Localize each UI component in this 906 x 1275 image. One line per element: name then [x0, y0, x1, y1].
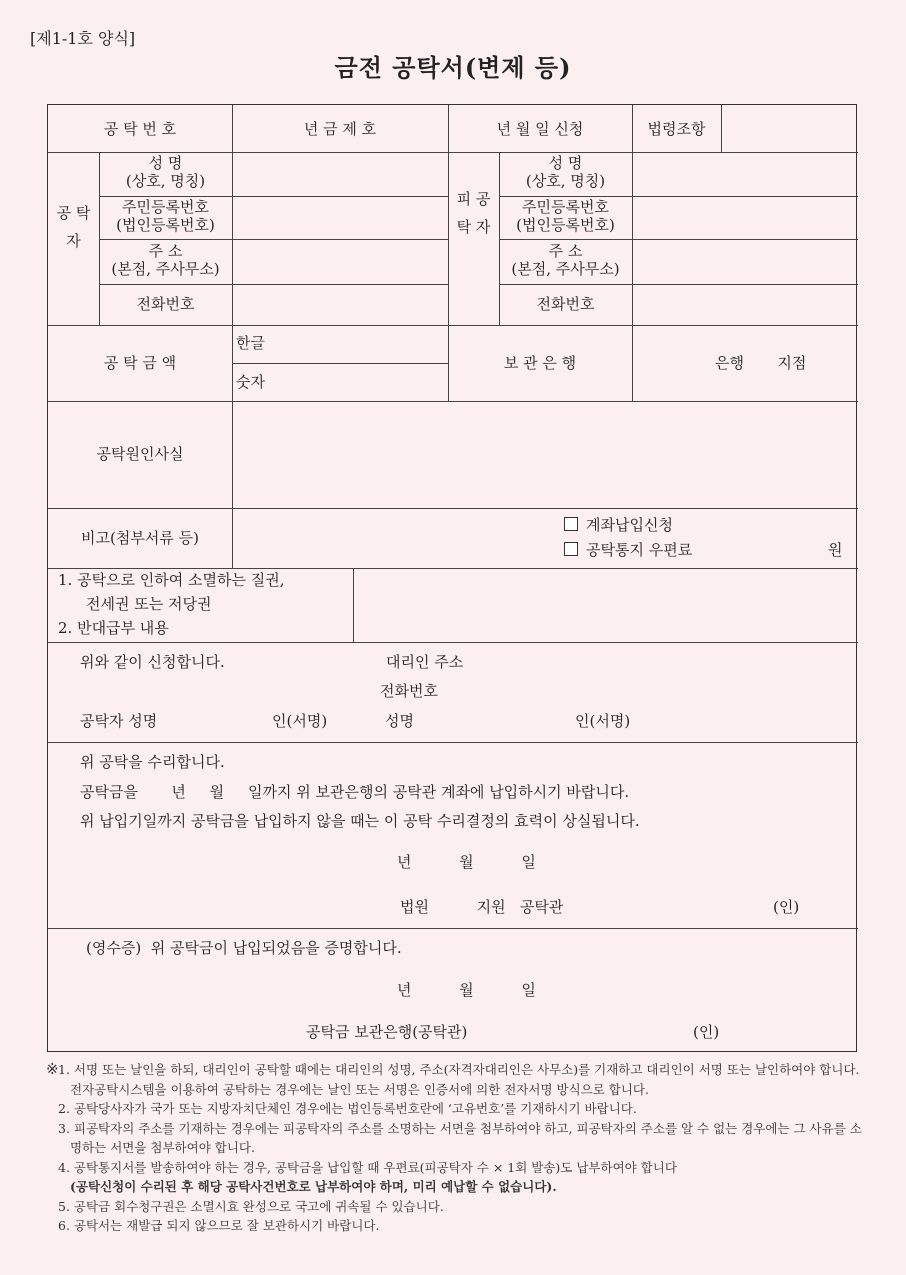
note-6: 6. 공탁서는 재발급 되지 않으므로 잘 보관하시기 바랍니다.: [58, 1218, 380, 1233]
court-officer-line: 법원 지원 공탁관: [400, 898, 564, 916]
deposit-cause-field[interactable]: [233, 402, 857, 507]
depositee-name-label: 성 명 (상호, 명칭): [525, 154, 606, 190]
bank-field[interactable]: 은행 지점: [715, 354, 807, 372]
receipt-date: 년 월 일: [397, 981, 536, 999]
amount-number-field[interactable]: 숫자: [236, 373, 265, 391]
depositor-seal[interactable]: 인(서명): [272, 712, 328, 730]
depositee-phone-label: 전화번호: [536, 295, 595, 313]
bank-label: 보 관 은 행: [503, 354, 577, 372]
remarks-label: 비고(첨부서류 등): [81, 529, 199, 547]
note-4: 4. 공탁통지서를 발송하여야 하는 경우, 공탁금을 납입할 때 우편료(피공탁자 수 × 1회 발송)도 납부하여야 합니다: [58, 1159, 677, 1175]
note-4-emphasis: (공탁신청이 수리된 후 해당 공탁사건번호로 납부하여야 하며, 미리 예납할 수 없습니다).: [70, 1179, 557, 1194]
note-1: 1. 서명 또는 날인을 하되, 대리인이 공탁할 때에는 대리인의 성명, 주소(자격자대리인은 사무소)를 기재하고 대리인이 서명 또는 날인하여야 합니다. 전자공탁시스템을 이용하여 공탁하는 경우에는 날인 또는 서명은 인증서에 의한 전자서명 방식으로 합니다.: [58, 1062, 860, 1097]
amount-korean-field[interactable]: 한글: [236, 334, 265, 352]
law-article-field[interactable]: [722, 105, 857, 152]
officer-seal: (인): [773, 898, 800, 916]
agent-phone-label: 전화번호: [380, 682, 438, 700]
law-article-label: 법령조항: [647, 120, 706, 138]
request-date-field[interactable]: 년 월 일 신청: [496, 120, 584, 138]
rights-field[interactable]: [354, 569, 857, 641]
apply-statement: 위와 같이 신청합니다.: [80, 653, 225, 671]
accept-statement: 위 공탁을 수리합니다.: [80, 753, 225, 771]
note-3: 3. 피공탁자의 주소를 기재하는 경우에는 피공탁자의 주소를 소명하는 서면을 첨부하여야 하고, 피공탁자의 주소를 알 수 없는 경우에는 그 사유를 소명하는 서면을 첨부하여야 합니다.: [58, 1120, 862, 1155]
deposit-number-label: 공 탁 번 호: [103, 120, 177, 138]
postage-won-unit: 원: [828, 541, 843, 559]
depositee-address-label: 주 소 (본점, 주사무소): [511, 242, 620, 278]
receipt-statement: (영수증) 위 공탁금이 납입되었음을 증명합니다.: [86, 939, 402, 957]
depositor-address-label: 주 소 (본점, 주사무소): [111, 242, 220, 278]
bank-seal: (인): [693, 1023, 720, 1041]
custodian-bank-line: 공탁금 보관은행(공탁관): [306, 1023, 468, 1041]
deposit-form-table: [47, 104, 857, 1052]
case-number-field[interactable]: 년 금 제 호: [303, 120, 377, 138]
depositor-label: 공 탁 자: [56, 204, 91, 250]
accept-date: 년 월 일: [397, 853, 536, 871]
payment-deadline-text: 공탁금을 년 월 일까지 위 보관은행의 공탁관 계좌에 납입하시기 바랍니다.: [80, 783, 630, 801]
note-mark: ※: [46, 1060, 59, 1078]
depositor-signature-label: 공탁자 성명: [80, 712, 158, 730]
depositor-name-label: 성 명 (상호, 명칭): [125, 154, 206, 190]
agent-name-label: 성명: [385, 712, 414, 730]
form-number: [제1-1호 양식]: [30, 29, 136, 48]
page-title: 금전 공탁서(변제 등): [334, 53, 572, 82]
notes-section: [40, 1060, 870, 1236]
note-2: 2. 공탁당사자가 국가 또는 지방자치단체인 경우에는 법인등록번호란에 ‘고유번호’를 기재하시기 바랍니다.: [58, 1101, 637, 1116]
extinguished-rights-label-2: 전세권 또는 저당권: [86, 595, 212, 613]
validity-notice-text: 위 납입기일까지 공탁금을 납입하지 않을 때는 이 공탁 수리결정의 효력이 상실됩니다.: [80, 812, 640, 830]
checkbox-icon[interactable]: [564, 517, 578, 531]
note-5: 5. 공탁금 회수청구권은 소멸시효 완성으로 국고에 귀속될 수 있습니다.: [58, 1198, 444, 1214]
depositee-label: 피 공 탁 자: [456, 190, 491, 236]
counter-performance-label: 2. 반대급부 내용: [58, 619, 169, 637]
depositor-phone-label: 전화번호: [136, 295, 195, 313]
agent-seal[interactable]: 인(서명): [575, 712, 631, 730]
postage-option[interactable]: 공탁통지 우편료: [564, 541, 692, 559]
deposit-cause-label: 공탁원인사실: [96, 445, 184, 463]
amount-label: 공 탁 금 액: [103, 354, 177, 372]
account-payment-option[interactable]: 계좌납입신청: [564, 516, 673, 534]
extinguished-rights-label: 1. 공탁으로 인하여 소멸하는 질권,: [58, 571, 285, 589]
depositor-id-label: 주민등록번호 (법인등록번호): [116, 198, 215, 234]
checkbox-icon[interactable]: [564, 542, 578, 556]
depositee-id-label: 주민등록번호 (법인등록번호): [516, 198, 615, 234]
agent-address-label: 대리인 주소: [386, 653, 464, 671]
